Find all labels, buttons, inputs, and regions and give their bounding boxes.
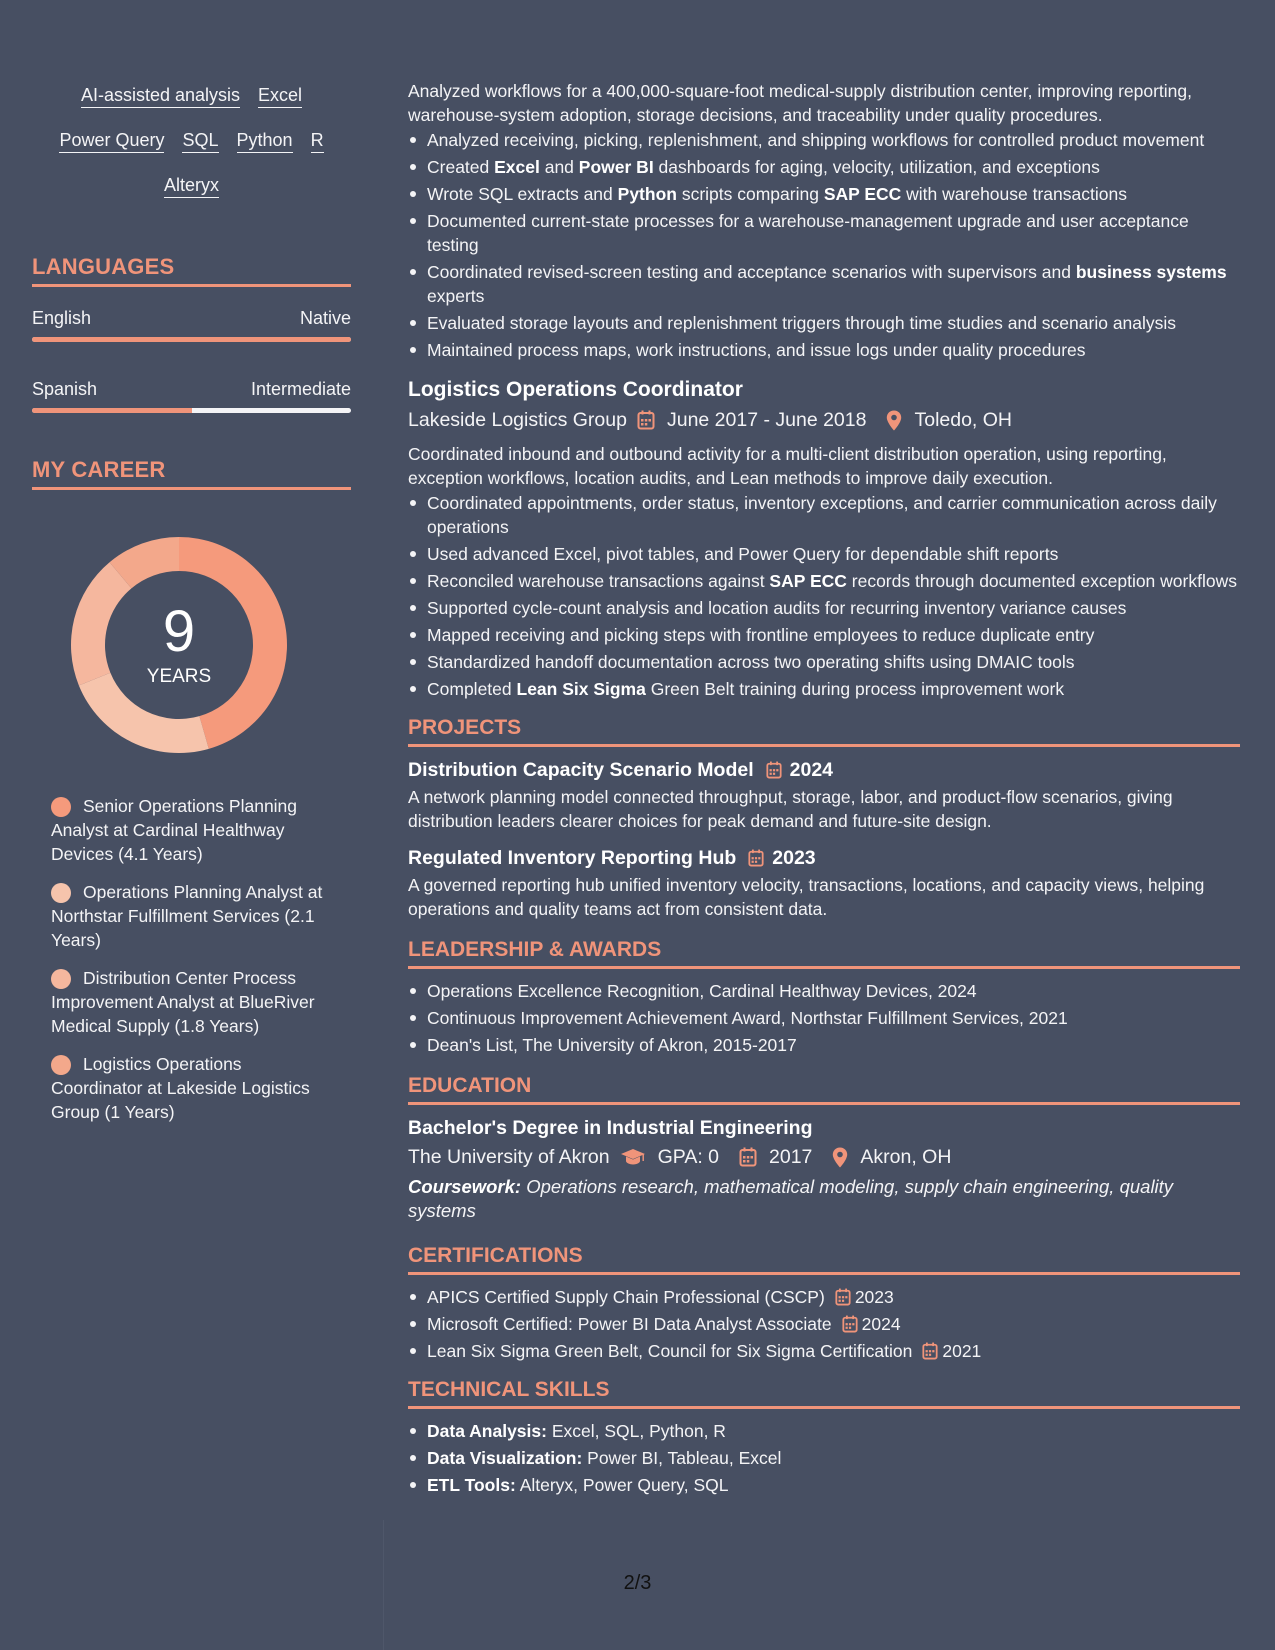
awards-list xyxy=(408,979,1240,1057)
bullet-text: Wrote SQL extracts and xyxy=(427,184,618,204)
job-bullets xyxy=(408,491,1240,701)
calendar-icon xyxy=(637,410,655,430)
certification-item xyxy=(408,1339,1240,1363)
bold-keyword: SAP ECC xyxy=(823,184,902,204)
certification-line xyxy=(427,1339,1240,1363)
project-name: Regulated Inventory Reporting Hub xyxy=(408,847,737,869)
bullet-item xyxy=(408,677,1240,701)
certifications-title: CERTIFICATIONS xyxy=(408,1243,1240,1275)
language-proficiency-bar xyxy=(32,408,351,413)
skill-tag[interactable]: AI-assisted analysis xyxy=(81,84,240,108)
career-legend-text: Distribution Center Process Improvement Analyst at BlueRiver Medical Supply (1.8 Years) xyxy=(51,968,315,1036)
languages-section xyxy=(32,254,351,413)
skills-row xyxy=(32,174,351,198)
technical-skill-item xyxy=(408,1446,1240,1470)
skills-tag-cloud xyxy=(32,84,351,198)
technical-skill-value: Alteryx, Power Query, SQL xyxy=(515,1475,729,1495)
certification-item xyxy=(408,1285,1240,1309)
bullet-text: Analyzed receiving, picking, replenishment, and shipping workflows for controlled product movement xyxy=(427,130,1205,150)
bullet-item xyxy=(408,596,1240,620)
bullet-text: Evaluated storage layouts and replenishment triggers through time studies and scenario analysis xyxy=(427,313,1177,333)
bullet-text: records through documented exception workflows xyxy=(846,571,1237,591)
bullet-text: Supported cycle-count analysis and location audits for recurring inventory variance causes xyxy=(427,598,1127,618)
language-proficiency-fill xyxy=(32,337,351,342)
project-description: A governed reporting hub unified inventory velocity, transactions, locations, and capacity views, helping operations and quality teams act from consistent data. xyxy=(408,875,1205,919)
skills-row xyxy=(32,129,351,153)
education-location: Akron, OH xyxy=(860,1146,952,1168)
language-row xyxy=(32,307,351,329)
job-dates: June 2017 - June 2018 xyxy=(666,409,867,431)
graduation-cap-icon xyxy=(620,1148,646,1166)
language-name: Spanish xyxy=(32,379,98,399)
language-proficiency-bar xyxy=(32,337,351,342)
career-legend-item xyxy=(51,880,332,952)
career-total-label: YEARS xyxy=(146,666,212,687)
bullet-text: Mapped receiving and picking steps with frontline employees to reduce duplicate entry xyxy=(427,625,1095,645)
education-degree: Bachelor's Degree in Industrial Engineering xyxy=(408,1117,813,1139)
bullet-item xyxy=(408,569,1240,593)
job-meta xyxy=(408,406,1240,434)
language-name: English xyxy=(32,308,92,328)
calendar-icon xyxy=(766,761,782,779)
bullet-item xyxy=(408,338,1240,362)
certification-name: Lean Six Sigma Green Belt, Council for Six Sigma Certification xyxy=(427,1341,913,1361)
experience-summary: Analyzed workflows for a 400,000-square-foot medical-supply distribution center, improving reporting, warehouse-system adoption, storage decisions, and traceability under quality procedures. xyxy=(408,81,1193,125)
project-description: A network planning model connected throughput, storage, labor, and product-flow scenarios, giving distribution leaders clearer choices for peak demand and future-site design. xyxy=(408,787,1173,831)
left-column xyxy=(32,84,351,1138)
career-legend-text: Logistics Operations Coordinator at Lakeside Logistics Group (1 Years) xyxy=(51,1054,310,1122)
bullet-text: Standardized handoff documentation across two operating shifts using DMAIC tools xyxy=(427,652,1075,672)
bullet-text: scripts comparing xyxy=(676,184,824,204)
career-legend-item xyxy=(51,966,332,1038)
education-year: 2017 xyxy=(769,1146,813,1168)
bullet-text: experts xyxy=(427,286,485,306)
bold-keyword: Lean Six Sigma xyxy=(516,679,646,699)
bullet-text: Green Belt training during process improvement work xyxy=(645,679,1065,699)
award-item: Continuous Improvement Achievement Award, Northstar Fulfillment Services, 2021 xyxy=(408,1006,1240,1030)
bullet-item xyxy=(408,182,1240,206)
career-legend-item xyxy=(51,794,332,866)
bullet-item xyxy=(408,311,1240,335)
language-level: Native xyxy=(299,308,351,328)
job-location: Toledo, OH xyxy=(914,409,1013,431)
languages-list xyxy=(32,307,351,413)
certification-year: 2021 xyxy=(942,1341,982,1361)
skill-tag[interactable]: Alteryx xyxy=(164,174,219,198)
certification-name: Microsoft Certified: Power BI Data Analyst Associate xyxy=(427,1314,832,1334)
skill-tag[interactable]: Power Query xyxy=(59,129,164,153)
certification-line xyxy=(427,1285,1240,1309)
legend-dot xyxy=(51,797,71,817)
bullet-text: Created xyxy=(427,157,495,177)
bold-keyword: SAP ECC xyxy=(769,571,847,591)
career-legend-text: Operations Planning Analyst at Northstar Fulfillment Services (2.1 Years) xyxy=(51,882,323,950)
technical-skills-list xyxy=(408,1419,1240,1497)
bullet-text: with warehouse transactions xyxy=(901,184,1127,204)
technical-skill-item xyxy=(408,1473,1240,1497)
language-proficiency-fill xyxy=(32,408,192,413)
calendar-icon xyxy=(835,1288,851,1306)
project-year: 2024 xyxy=(789,759,834,781)
bullet-item xyxy=(408,491,1240,539)
bold-keyword: Python xyxy=(617,184,677,204)
coursework-text: Operations research, mathematical modeling, supply chain engineering, quality systems xyxy=(408,1176,1174,1221)
language-row xyxy=(32,378,351,400)
bold-keyword: business systems xyxy=(1075,262,1227,282)
career-legend xyxy=(32,794,332,1124)
bullet-text: and xyxy=(539,157,579,177)
education-title: EDUCATION xyxy=(408,1073,1240,1105)
career-section xyxy=(32,457,351,1124)
bullet-text: Coordinated revised-screen testing and acceptance scenarios with supervisors and xyxy=(427,262,1076,282)
certification-item xyxy=(408,1312,1240,1336)
bullet-item xyxy=(408,260,1240,308)
languages-title: LANGUAGES xyxy=(32,254,351,287)
certifications-list xyxy=(408,1285,1240,1363)
award-item: Operations Excellence Recognition, Cardinal Healthway Devices, 2024 xyxy=(408,979,1240,1003)
project-year: 2023 xyxy=(772,847,816,869)
bullet-text: Documented current-state processes for a warehouse-management upgrade and user acceptance testing xyxy=(427,211,1189,255)
right-column xyxy=(408,79,1240,1500)
bullet-text: Used advanced Excel, pivot tables, and Power Query for dependable shift reports xyxy=(427,544,1059,564)
technical-skill-label: Data Analysis: xyxy=(427,1421,547,1441)
project-header xyxy=(408,845,1240,871)
career-title: MY CAREER xyxy=(32,457,351,490)
career-donut-chart xyxy=(66,532,292,758)
bullet-item xyxy=(408,128,1240,152)
bullet-text: Completed xyxy=(427,679,517,699)
technical-skill-label: Data Visualization: xyxy=(427,1448,583,1468)
calendar-icon xyxy=(842,1315,858,1333)
skill-tag[interactable]: R xyxy=(311,129,324,153)
education-meta xyxy=(408,1143,1240,1171)
calendar-icon xyxy=(739,1147,757,1167)
bullet-text: Maintained process maps, work instructions, and issue logs under quality procedures xyxy=(427,340,1086,360)
projects-title: PROJECTS xyxy=(408,715,1240,747)
calendar-icon xyxy=(922,1342,938,1360)
career-legend-text: Senior Operations Planning Analyst at Cardinal Healthway Devices (4.1 Years) xyxy=(51,796,298,864)
bullet-item xyxy=(408,209,1240,257)
bullet-item xyxy=(408,542,1240,566)
skill-tag[interactable]: Python xyxy=(237,129,293,153)
education-gpa: GPA: 0 xyxy=(657,1146,720,1168)
experience-bullets xyxy=(408,128,1240,362)
legend-dot xyxy=(51,883,71,903)
award-item: Dean's List, The University of Akron, 2015-2017 xyxy=(408,1033,1240,1057)
calendar-icon xyxy=(748,849,764,867)
language-level: Intermediate xyxy=(250,379,351,399)
location-pin-icon xyxy=(886,410,902,431)
awards-title: LEADERSHIP & AWARDS xyxy=(408,937,1240,969)
certification-year: 2024 xyxy=(861,1314,901,1334)
skills-row xyxy=(32,84,351,108)
bullet-text: Reconciled warehouse transactions against xyxy=(427,571,770,591)
certification-year: 2023 xyxy=(854,1287,894,1307)
technical-skill-item xyxy=(408,1419,1240,1443)
technical-skills-title: TECHNICAL SKILLS xyxy=(408,1377,1240,1409)
project-header xyxy=(408,757,1240,783)
bullet-item xyxy=(408,650,1240,674)
location-pin-icon xyxy=(832,1147,848,1168)
job-summary: Coordinated inbound and outbound activity for a multi-client distribution operation, using reporting, exception workflows, location audits, and Lean methods to improve daily execution. xyxy=(408,444,1167,488)
job-company: Lakeside Logistics Group xyxy=(408,409,627,431)
education-coursework xyxy=(408,1175,1240,1223)
coursework-label: Coursework: xyxy=(408,1176,522,1197)
donut-center xyxy=(66,532,292,758)
legend-dot xyxy=(51,969,71,989)
bullet-item xyxy=(408,623,1240,647)
education-school: The University of Akron xyxy=(408,1146,610,1168)
career-legend-item xyxy=(51,1052,332,1124)
project-name: Distribution Capacity Scenario Model xyxy=(408,759,754,781)
page-number: 2/3 xyxy=(623,1572,652,1594)
certification-name: APICS Certified Supply Chain Professional (CSCP) xyxy=(427,1287,825,1307)
job-title: Logistics Operations Coordinator xyxy=(408,378,743,401)
bold-keyword: Power BI xyxy=(578,157,654,177)
bullet-text: dashboards for aging, velocity, utilization, and exceptions xyxy=(653,157,1100,177)
skill-tag[interactable]: Excel xyxy=(258,84,302,108)
projects-list xyxy=(408,757,1240,921)
bold-keyword: Excel xyxy=(494,157,540,177)
technical-skill-label: ETL Tools: xyxy=(427,1475,516,1495)
technical-skill-value: Power BI, Tableau, Excel xyxy=(582,1448,782,1468)
bullet-text: Coordinated appointments, order status, inventory exceptions, and carrier communication across daily operations xyxy=(427,493,1217,537)
skill-tag[interactable]: SQL xyxy=(182,129,218,153)
bullet-item xyxy=(408,155,1240,179)
career-total-number: 9 xyxy=(162,599,196,664)
certification-line xyxy=(427,1312,1240,1336)
legend-dot xyxy=(51,1055,71,1075)
technical-skill-value: Excel, SQL, Python, R xyxy=(546,1421,726,1441)
